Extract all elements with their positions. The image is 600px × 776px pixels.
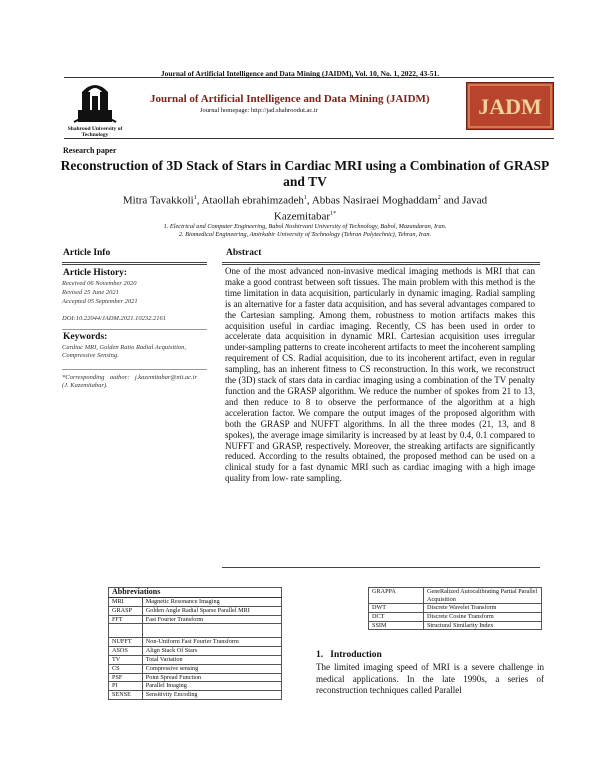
journal-homepage[interactable]: Journal homepage: http://jad.shahroodut.ac.ir — [200, 107, 318, 114]
table-row — [109, 606, 282, 615]
divider — [222, 262, 540, 263]
author-name: Ataollah ebrahimzadeh — [201, 194, 304, 207]
abbr-cell: SSIM — [369, 621, 424, 630]
journal-logo-text: JADM — [478, 94, 542, 119]
table-row — [109, 664, 282, 673]
abbr-cell: Point Spread Function — [142, 673, 281, 682]
affiliation-2: 2. Biomedical Engineering, Amirkabir University of Technology (Tehran Polytechnic), Tehran, Iran. — [178, 231, 432, 238]
divider — [62, 264, 207, 265]
table-row — [109, 682, 282, 691]
abbr-cell: Compressive sensing — [142, 664, 281, 673]
table-row — [109, 638, 282, 647]
journal-citation-line: Journal of Artificial Intelligence and Data Mining (JAIDM), Vol. 10, No. 1, 2022, 43-51. — [160, 69, 440, 78]
abbr-cell: Non-Uniform Fast Fourier Transform — [142, 638, 281, 647]
abbr-cell: FFT — [109, 615, 143, 624]
abstract-heading: Abstract — [226, 248, 262, 258]
introduction-body: The limited imaging speed of MRI is a severe challenge in medical applications. In the late 1990s, a series of reconstruction techniques called Parallel — [316, 662, 544, 695]
university-caption: Shahrood University of Technology — [67, 126, 123, 138]
paper-type-label: Research paper — [63, 146, 117, 155]
abbr-cell: NUFFT — [109, 638, 143, 647]
author-sup: 2 — [437, 195, 441, 201]
article-info-heading: Article Info — [63, 248, 111, 258]
abbr-cell: CS — [109, 664, 143, 673]
university-logo-icon — [64, 80, 126, 131]
table-row — [369, 604, 542, 613]
table-row — [109, 691, 282, 700]
author-sup: 1 — [193, 195, 197, 201]
divider — [222, 567, 540, 568]
abbr-cell: Align Stack Of Stars — [142, 647, 281, 656]
abbreviations-heading: Abbreviations — [109, 588, 282, 598]
abbr-cell — [142, 624, 281, 638]
article-history-heading: Article History: — [63, 268, 128, 278]
author-sup: 1* — [330, 210, 337, 217]
abbr-cell: Sensitivity Encoding — [142, 691, 281, 700]
table-row — [109, 598, 282, 607]
author-name: Abbas Nasiraei Moghaddam — [311, 194, 438, 207]
doi-link[interactable]: DOI:10.22044/JADM.2021.10232.2161 — [62, 315, 166, 322]
journal-logo-icon — [466, 82, 554, 130]
abbr-cell: Magnetic Resonance Imaging — [142, 598, 281, 607]
abbr-cell: Golden Angle Radial Sparse Parallel MRI — [142, 606, 281, 615]
abbr-cell: Total Variation — [142, 655, 281, 664]
keywords-heading: Keywords: — [63, 332, 108, 342]
author-name: Mitra Tavakkoli — [122, 194, 194, 207]
revised-date: Revised 25 June 2021 — [62, 289, 119, 296]
table-row — [109, 647, 282, 656]
affiliation-1: 1. Electrical and Computer Engineering, Babol Noshirvani University of Technology, Babol, Mazandaran, Iran. — [163, 223, 447, 230]
abbr-cell: GRAPPA — [369, 588, 424, 604]
abbr-cell: DCT — [369, 612, 424, 621]
introduction-heading: 1. Introduction — [316, 650, 382, 660]
author-sup: 1 — [303, 195, 307, 201]
abbr-cell: PI — [109, 682, 143, 691]
abstract-body: One of the most advanced non-invasive medical imaging methods is MRI that can make a good contrast between soft tissues. The main problem with this method is the time limitation in data acquisition, particularly in dynamic imaging. Radial sampling is an alternative for a faster data acquisition, and has several advantages compared to the Cartesian sampling. Among them, robustness to motion artifacts makes this acquisition useful in cardiac imaging. Recently, CS has been used in order to accelerate data acquisition in dynamic MRI. Cartesian acquisition uses irregular under-sampling patterns to create incoherent artifacts to meet the incoherent sampling requirement of CS. Radial acquisition, due to its incoherent artifact, even in regular sampling, has an inherent fitness to CS reconstruction. In this work, we reconstruct the (3D) stack of stars data in cardiac imaging using a combination of the TV penalty function and the GRASP algorithm. We reduce the number of spokes from 21 to 13, and then reduce to 8 to observe the performance of the algorithm at a high acceleration factor. We compare the output images of the proposed algorithm with both the GRASP and NUFFT algorithms. In all the three modes (21, 13, and 8 spokes), the average image similarity is increased by at least by 0.4, 0.1 compared to NUFFT and GRASP, respectively. Moreover, the streaking artifacts are significantly reduced. According to the results obtained, the proposed method can be used on a clinical study for a fast dynamic MRI such as cardiac imaging with a high image quality from low- rate sampling. — [225, 266, 535, 484]
author-name: Javad Kazemitabar — [273, 194, 488, 223]
keywords-text: Cardiac MRI, Golden Ratio Radial Acquisition, Compressive Sensing. — [62, 344, 187, 359]
divider — [62, 262, 207, 263]
abbr-cell: GRASP — [109, 606, 143, 615]
abbr-cell: Structural Similarity Index — [424, 621, 542, 630]
divider — [62, 329, 207, 330]
abbr-cell: TV — [109, 655, 143, 664]
table-row — [369, 621, 542, 630]
abbr-cell: ASOS — [109, 647, 143, 656]
abbr-cell — [109, 624, 143, 638]
received-date: Received 06 November 2020 — [62, 280, 137, 287]
abbr-cell: DWT — [369, 604, 424, 613]
abbr-cell: Parallel Imaging — [142, 682, 281, 691]
abbr-cell: SENSE — [109, 691, 143, 700]
journal-header-title: Journal of Artificial Intelligence and Data Mining (JAIDM) — [150, 93, 430, 105]
table-row — [109, 655, 282, 664]
table-row — [109, 673, 282, 682]
corresponding-author: *Corresponding author: j.kazemitabar@nit.ac.ir (J. Kazemitabar). — [62, 374, 197, 389]
table-row — [369, 612, 542, 621]
divider — [222, 264, 540, 265]
abbreviations-table-left — [108, 587, 282, 700]
abbreviations-table-right — [368, 587, 542, 630]
abbr-cell: GeneRalized Autocalibrating Partial Parallel Acquisition — [424, 588, 542, 604]
abbr-cell: PSF — [109, 673, 143, 682]
accepted-date: Accepted 05 September 2021 — [62, 298, 138, 305]
abbr-cell: MRI — [109, 598, 143, 607]
abbr-cell: Fast Fourier Transform — [142, 615, 281, 624]
table-row — [109, 615, 282, 624]
abbr-cell: Discrete Wavelet Transform — [424, 604, 542, 613]
table-row — [109, 624, 282, 638]
divider — [62, 369, 207, 370]
author-list: Mitra Tavakkoli$^1$, Ataollah ebrahimzadeh$^1$, Abbas Nasiraei Moghaddam$^2$ and Javad Kazemitabar$^{1*}$ — [122, 194, 488, 223]
table-row — [369, 588, 542, 604]
abbr-cell: Discrete Cosine Transform — [424, 612, 542, 621]
paper-title: Reconstruction of 3D Stack of Stars in Cardiac MRI using a Combination of GRASP and TV — [60, 158, 550, 189]
